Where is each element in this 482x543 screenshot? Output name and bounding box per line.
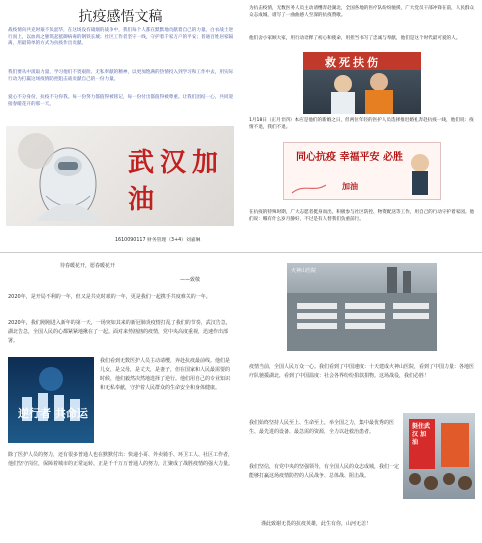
paragraph: 在抗疫的特殊时期，广大志愿者挺身而出，积极参与社区防控、物资配送等工作，用自己的行动守护着家园。他们说：哪有什么岁月静好，不过是有人替我们负重前行。 — [249, 210, 475, 222]
card-slogan: 同心抗疫 幸福平安 必胜 — [296, 152, 403, 163]
paragraph: 1月18日（正月廿四）本应是他们的新婚之日，但两位年轻的医护人员选择推迟婚礼奔赴抗疫一线，他们说：疫情不退，我们不退。 — [249, 118, 474, 130]
paragraph: 除了医护人员的努力，还有很多普通人也在默默付出：快递小哥、外卖骑手、环卫工人、社区工作者，他们坚守岗位，保障着城市的正常运转。正是千千万万普通人的努力，汇聚成了战胜疫情的强大力量。 — [8, 452, 234, 467]
document-page-1 — [0, 0, 242, 252]
paragraph: 2020年，我们刚刚进入新年的第一天，一场突如其来的新冠肺炎疫情打乱了我们的节奏，武汉告急，湖北告急，全国人民的心都紧紧地揪在了一起。面对来势汹汹的疫情，党中央高度重视，迅速作出部署。 — [8, 320, 231, 344]
intro-line: 待春暖花开，愿春暖花开 — [60, 263, 116, 269]
document-page-3 — [0, 252, 242, 543]
paragraph: 我们要从中汲取力量，学习他们不畏艰险、无私奉献的精神，以更加饱满的热情投入到学习和工作中去，用实际行动为打赢这场疫情防控阻击战贡献自己的一份力量。 — [8, 70, 234, 82]
paragraph: 我们坚信，有党中央的坚强领导，有全国人民的众志成城，我们一定能够打赢这场疫情防控的人民战争、总体战、阻击战。 — [249, 464, 400, 479]
hazmat-poster-image — [6, 126, 234, 226]
paragraph: 他们舍小家顾大家，用行动诠释了初心和使命，用担当书写了忠诚与奉献，他们是这个时代最可爱的人。 — [249, 36, 461, 41]
card-subtext: 加油 — [342, 181, 358, 191]
photo-banner-text: 救死扶伤 — [325, 56, 381, 69]
greeting-card-image — [283, 142, 441, 200]
image-caption: 1610090117 财务管理（3+4）刘嘉琳 — [115, 238, 201, 243]
paragraph: 我们始终坚持人民至上、生命至上，举全国之力，集中最优秀的医生、最先进的设备、最急需的资源，全力以赴救治患者。 — [249, 420, 395, 435]
paragraph: 2020年，是开局不利的一年，但又是共克时艰的一年，更是我们一起携手共度难关的一年。 — [8, 294, 211, 300]
photo-label: 火神山医院 — [291, 268, 317, 274]
poster-title: 逆行者 共命运 — [18, 407, 88, 420]
paragraph: 战疫情向共克时艰不负韶华，在这场没有硝烟的战争中，我们每个人都在默默地贡献着自己的力量。白衣战士逆行而上，以血肉之躯筑起抵御病毒的钢铁长城；社区工作者坚守一线，守护着千家万户的平安；普通百姓居家隔离，用最简单的方式为抗疫作出贡献。 — [8, 28, 234, 47]
medical-workers-photo — [303, 52, 421, 114]
page-title: 抗疫感悟文稿 — [78, 9, 163, 25]
poster-slogan: 武汉加油 — [128, 148, 225, 215]
paragraph: 为抗击疫情，无数医务人员主动请缨奔赴湖北，全国各地的医疗队纷纷驰援，广大党员干部冲锋在前，人民群众众志成城，谱写了一曲曲感人至深的抗疫赞歌。 — [249, 6, 475, 18]
paragraph: 疫情当前，全国人民万众一心。我们看到了中国速度：十天建成火神山医院，看到了中国力量：各地医疗队驰援湖北，看到了中国温度：社会各界纷纷捐款捐物。这场战役，我们必胜！ — [249, 364, 475, 379]
closing-line: 谨此致谢无畏的抗疫英雄，此生有你，山河无恙！ — [261, 521, 372, 527]
retrograde-poster-image — [8, 357, 94, 443]
document-page-2 — [241, 0, 482, 252]
crowd-banner-photo — [403, 413, 475, 499]
paragraph: 我们看到无数医护人员主动请缨，奔赴抗疫最前线。他们是儿女，是父母，是丈夫，是妻子，但在国家和人民最需要的时候，他们毅然决然地选择了逆行。他们用自己的专业知识和无私奉献，守护着人民群众的生命安全和身体健康。 — [100, 358, 231, 391]
hospital-aerial-photo — [287, 263, 437, 351]
paragraph: 爱心不分身份，抗疫不分你我。每一份努力都值得被铭记，每一份付出都值得被尊重。让我们团结一心，共同迎接春暖花开的那一天。 — [8, 95, 234, 107]
document-page-4 — [241, 252, 482, 543]
signature-line: ——致敬 — [180, 277, 201, 283]
banner-slogan: 挺住武汉 加油 — [412, 423, 431, 446]
